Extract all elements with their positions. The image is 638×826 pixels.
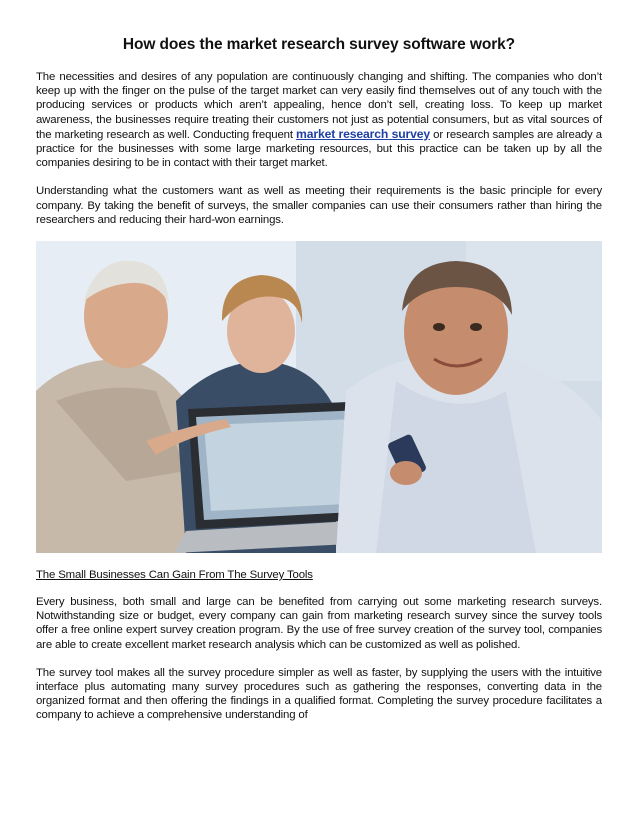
market-research-survey-link[interactable]: market research survey (296, 126, 430, 141)
document-page (36, 36, 602, 737)
photo-illustration (36, 241, 602, 553)
intro-text-before: The necessities and desires of any population are continuously changing and shifting. The companies who don’t keep up with the finger on the pulse of the target market can very easily find themselves out of any touch with the producing services or products which aren’t appealing, hence don’t sell, creating loss. To keep up market awareness, the businesses require treating their customers not just as potential consumers, but as vital sources of the marketing research as well. Conducting frequent (36, 71, 602, 141)
page-title: How does the market research survey software work? (122, 36, 516, 53)
business-people-laptop-photo (36, 241, 602, 553)
intro-text-after: or research samples are already a practice for the businesses with some large marketing resources, but this practice can be taken up by all the companies desiring to be in contact with their target market. (36, 128, 602, 170)
small-business-paragraph: Every business, both small and large can be benefited from carrying out some marketing research surveys. Notwithstanding size or budget, every company can gain from marketing research survey since the survey tools offer a free online expert survey creation program. By the use of free survey creation of the survey tool, companies are able to create excellent market research analysis which can be customized as well as polished. (36, 596, 602, 651)
intro-paragraph (36, 70, 602, 170)
section-subheading: The Small Businesses Can Gain From The Survey Tools (36, 569, 313, 582)
principle-paragraph: Understanding what the customers want as well as meeting their requirements is the basic principle for every company. By taking the benefit of surveys, the smaller companies can use their consumers rather than hiring the researchers and reducing their hard-won earnings. (36, 185, 602, 226)
survey-tool-paragraph: The survey tool makes all the survey procedure simpler as well as faster, by supplying the users with the intuitive interface plus automating many survey procedures such as gathering the responses, converting data in the organized format and then offering the findings in a qualified format. Completing the survey procedure facilitates a company to achieve a comprehensive understanding of (36, 666, 602, 722)
